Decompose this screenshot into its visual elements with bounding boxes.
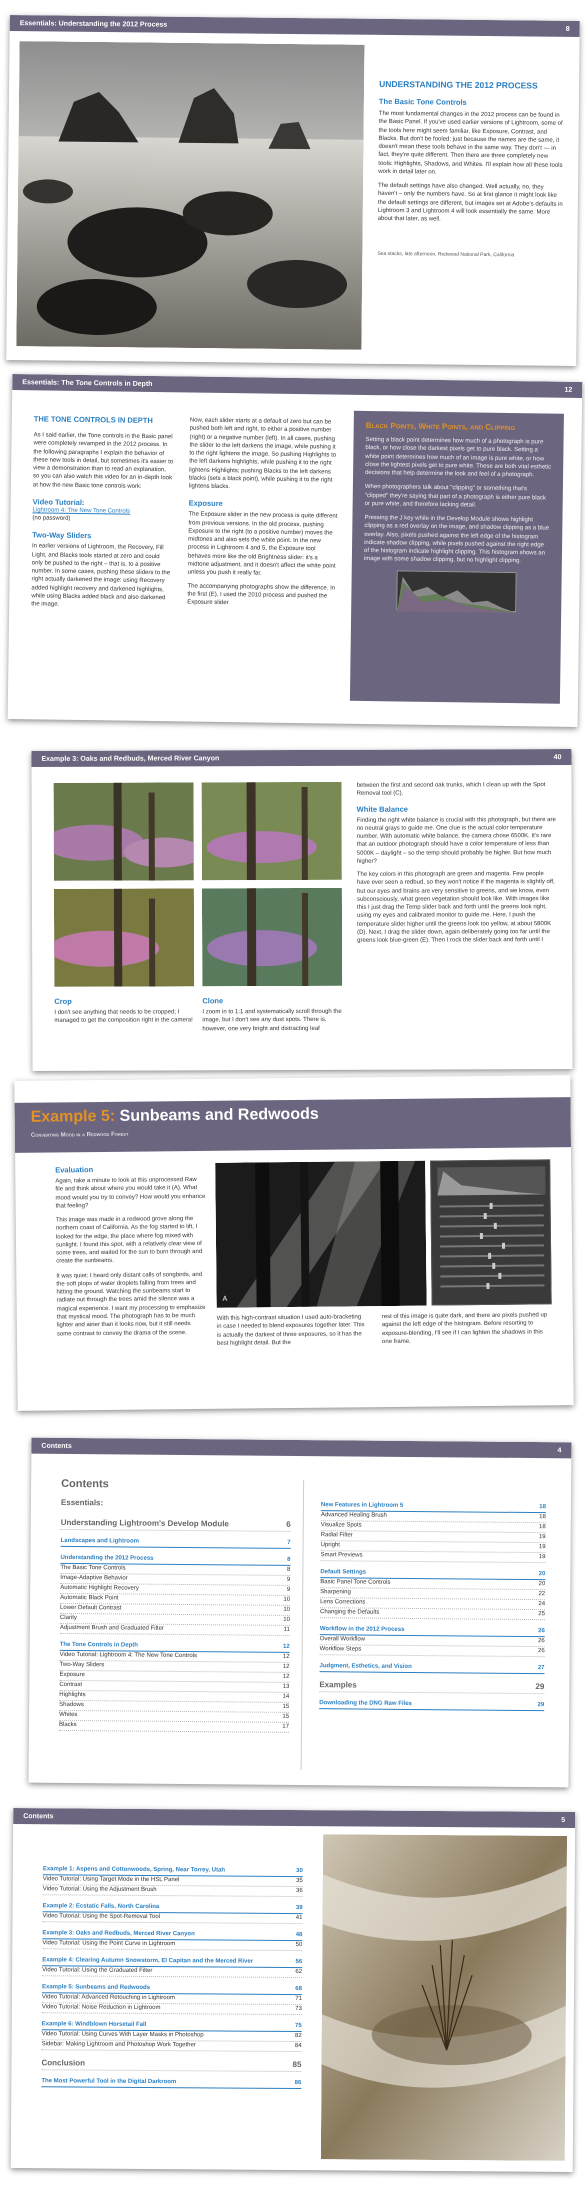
toc-entry-page: 12 (282, 1673, 290, 1680)
subheading: Exposure (188, 498, 223, 509)
paragraph: The default settings have also changed. Well actually, no, they haven't – only the numbers have. So at first glance it might look like the default settings are different, but images set at Adobe's defaults in Lightroom 3 and Lightroom 4 will look essentially the same. More about that later, as well. (377, 183, 563, 223)
toc-entry-page: 29 (535, 1682, 545, 1692)
subheading: Two-Way Sliders (32, 530, 92, 541)
redwoods-photo (215, 1161, 427, 1308)
photo-caption: Sea stacks, late afternoon, Redwood National Park, California (377, 251, 515, 259)
histogram-image (396, 570, 517, 612)
column-left (55, 1164, 207, 1344)
toc-entry[interactable] (41, 2057, 301, 2072)
toc-examples-column (41, 1858, 303, 2089)
paragraph: It was quiet: I heard only distant calls of songbirds, and the soft plops of water droplets falling from trees and hitting the ground. Watching the sunbeams start to radiate out through the trees amid the silence was a magical experience. I want my processing to emphasize that mystical mood. The photograph has to be much lighter and airier than it looks now, but it still needs some contrast to convey the drama of the scene. (56, 1271, 206, 1338)
book-page-tone-controls (8, 374, 583, 727)
body-text: The Exposure slider in the new process is quite different from previous versions. In the old process, pushing Exposure to the right (to a positive number) moves the midtones and also sets the white point. In the new process in Lightroom 4 and 5, the Exposure tool behaves more like the old Brightness slider: it's a midtone adjustment, and it doesn't affect the white point unless you push it really far. (187, 511, 338, 577)
toc-entry-page: 26 (538, 1638, 545, 1645)
toc-entry-page: 19 (538, 1534, 546, 1541)
page-header-bar (10, 15, 580, 37)
toc-entry[interactable] (42, 1912, 302, 1924)
toc-entry-label: Changing the Defaults (319, 1609, 380, 1616)
paragraph: Again, take a minute to look at this unprocessed Raw file and think about where you would take it (A). What mood would you try to convey? How would you enhance that feeling? (55, 1177, 206, 1210)
oaks-photo-c (54, 888, 194, 986)
toc-entry-label: Downloading the DNG Raw Files (319, 1700, 412, 1707)
toc-entry-label: Example 4: Clearing Autumn Snowstorm, El Capitan and the Merced River (42, 1957, 254, 1965)
video-note: (no password) (32, 515, 71, 522)
toc-entry-label: Smart Previews (320, 1552, 363, 1559)
photo-label: A (222, 1295, 228, 1303)
body-text: I zoom in to 1:1 and systematically scroll through the image, but I don't see any dust spots. There is, however, one very bright and distracting leaf (202, 1008, 342, 1032)
toc-entry-page: 18 (539, 1514, 546, 1521)
page-header-title: Contents (23, 1812, 54, 1820)
toc-entry[interactable] (61, 1517, 291, 1532)
subheading: White Balance (356, 804, 408, 814)
page-header-bar (13, 1808, 575, 1828)
page-header-title: Contents (41, 1442, 72, 1450)
toc-entry[interactable] (320, 1608, 545, 1620)
column-divider (301, 1480, 305, 1770)
toc-entry-page: 12 (282, 1643, 290, 1650)
toc-entry[interactable] (60, 1624, 290, 1636)
page-header-bar (31, 749, 571, 767)
toc-entry-page: 9 (286, 1586, 291, 1593)
toc-entry-label: Judgment, Esthetics, and Vision (319, 1663, 412, 1670)
toc-entry-label: Example 1: Aspens and Cottonwoods, Spring, Near Torrey, Utah (42, 1866, 226, 1874)
toc-entry-page: 7 (287, 1539, 291, 1546)
book-page-understanding-2012 (6, 15, 580, 366)
toc-entry-label: Highlights (59, 1691, 86, 1699)
toc-entry-label: Adjustment Brush and Graduated Filter (59, 1624, 164, 1632)
chapter-title-bar (15, 1097, 571, 1153)
develop-panel-screenshot (430, 1159, 552, 1305)
paragraph: Pressing the J key while in the Develop Module shows highlight clipping as a red overlay on the image, and shadow clipping as a blue overlay. Also, pixels pushed against the left edge of the histogram indicate shadow clipping, while pixels pushed against the right edge of the histogram indicate highlight clipping. This histogram shows an image with some shadow clipping, but no highlight clipping. (363, 515, 550, 565)
toc-entry-page: 84 (294, 2043, 302, 2050)
toc-entry-label: Example 3: Oaks and Redbuds, Merced River Canyon (42, 1930, 195, 1938)
toc-entry[interactable] (43, 1885, 303, 1897)
page-number: 8 (565, 25, 570, 33)
body-text: between the first and second oak trunks, which I clean up with the Spot Removal tool (C). (356, 782, 546, 798)
toc-entry-page: 10 (283, 1606, 291, 1613)
toc-entry-page: 9 (286, 1576, 291, 1583)
toc-entry-label: Sidebar: Making Lightroom and Photoshop Work Together (41, 2041, 196, 2049)
page-header-title: Essentials: Understanding the 2012 Process (19, 19, 168, 29)
toc-entry[interactable] (42, 2040, 302, 2052)
toc-entry-page: 36 (295, 1888, 303, 1895)
clipping-sidebar-box (350, 411, 564, 704)
oaks-photo-b (202, 782, 342, 880)
body-text: As I said earlier, the Tone controls in the Basic panel were completely revamped in the 2012 process. In the following paragraphs I explain the behavior of these new tools in detail, but sometimes it's easier to view a demonstration than to read an explanation, so you can also watch this video for an in-depth look at how the new Basic tone controls work: (32, 432, 174, 490)
horsetail-photo (321, 1834, 567, 2161)
toc-entry-page: 15 (282, 1713, 290, 1720)
body-text: The accompanying photographs show the difference. In the first (E), I used the 2010 process and pushed the Exposure slider (187, 583, 336, 607)
toc-entry-page: 11 (283, 1626, 290, 1633)
page-header-title: Essentials: The Tone Controls in Depth (22, 378, 153, 388)
toc-entry[interactable] (41, 2077, 301, 2089)
toc-entry-label: Video Tutorial: Lightroom 4: The New Tone Controls (59, 1651, 198, 1660)
book-page-contents-2 (11, 1808, 575, 2172)
toc-entry-page: 68 (295, 1986, 303, 1993)
body-text: Finding the right white balance is crucial with this photograph, but there are no neutral grays to guide me. One clue is the actual color temperature number. With automatic white balance, the camera chose 6500K. It's rare that an outdoor photograph should have a color temperature of less than 5000K – daylight – so the temp should probably be higher. But how much higher? (356, 816, 556, 865)
toc-entry-page: 73 (295, 2006, 302, 2013)
paragraph: Setting a black point determines how much of a photograph is pure black, or how close the darkest pixels get to pure black. Setting a white point determines how much of an image is pure white, or how close the lightest pixels get to pure white. These are both vital esthetic decisions that help determine the look and feel of a photograph. (365, 436, 552, 479)
page-number: 4 (557, 1446, 562, 1454)
toc-entry-page: 82 (294, 2033, 302, 2040)
body-text: With this high-contrast situation I used auto-bracketing in case I needed to blend exposures together later. This is actually the darkest of three exposures, so it has the best highlight detail. But the (216, 1314, 365, 1347)
toc-entry-page: 15 (282, 1703, 290, 1710)
toc-entry-label: Radial Filter (320, 1532, 353, 1539)
toc-entry[interactable] (42, 2003, 302, 2015)
essentials-heading: Essentials: (60, 1497, 104, 1508)
clone-section (202, 996, 342, 1033)
toc-entry-label: Upright (320, 1542, 340, 1549)
toc-entry-page: 85 (292, 2059, 302, 2070)
intro-sidebar (377, 79, 564, 260)
toc-entry-page: 6 (286, 1519, 291, 1529)
toc-entry-label: Example 5: Sunbeams and Redwoods (41, 1984, 151, 1992)
toc-entry-label: Sharpening (320, 1589, 351, 1596)
video-label: Video Tutorial: (32, 497, 85, 507)
toc-entry-page: 26 (537, 1648, 545, 1655)
toc-entry-label: Automatic Highlight Recovery (60, 1584, 139, 1592)
toc-entry-label: Blacks (58, 1721, 77, 1729)
section-heading: THE TONE CONTROLS IN DEPTH (33, 414, 153, 426)
sea-stacks-photo (16, 41, 364, 350)
toc-entry-page: 18 (539, 1504, 546, 1511)
toc-entry-label: Understanding the 2012 Process (60, 1554, 154, 1562)
paragraph: The most fundamental changes in the 2012 process can be found in the Basic Panel. If you've used earlier versions of Lightroom, some of the tools here might seem familiar, like Exposure, Contrast, and Blacks. But don't be fooled: just because the names are the same, it doesn't mean these tools behave in the same way. They don't — in fact, they're quite different. Then there are three completely new tools: Highlights, Shadows, and Whites. I'll explain how all these tools work in detail later on. (378, 110, 563, 176)
chapter-number: Example 5: (30, 1107, 120, 1126)
toc-entry-page: 12 (282, 1653, 290, 1660)
toc-entry-page: 20 (538, 1581, 546, 1588)
toc-entry-label: Overall Workflow (319, 1636, 366, 1643)
toc-left-column (59, 1510, 291, 1733)
body-text (378, 110, 564, 225)
toc-entry-label: Visualize Spots (320, 1522, 362, 1529)
body-text: rest of this image is quite dark, and there are pixels pushed up against the left edge of the histogram. Before resorting to exposure-blending, I'll see if I can lighten the shadows in this one frame. (381, 1312, 548, 1345)
toc-entry-label: Image-Adaptive Behavior (60, 1574, 128, 1582)
toc-entry[interactable] (319, 1662, 544, 1674)
toc-entry-page: 19 (538, 1554, 546, 1561)
contents-title: Contents (61, 1477, 109, 1491)
toc-entry-label: Lower Default Contrast (60, 1604, 122, 1612)
subheading: The Basic Tone Controls (378, 96, 467, 107)
toc-entry-page: 29 (537, 1702, 545, 1709)
toc-entry-label: Example 6: Windblown Horsetail Fall (41, 2021, 147, 2028)
toc-entry-label: Two-Way Sliders (59, 1661, 105, 1669)
toc-entry-label: Understanding Lightroom's Develop Module (60, 1517, 229, 1529)
toc-entry-label: Workflow Steps (319, 1646, 362, 1653)
toc-entry-label: Contrast (59, 1681, 83, 1689)
toc-entry-page: 10 (283, 1596, 291, 1603)
box-text (364, 436, 552, 566)
paragraph: This image was made in a redwood grove along the northern coast of California. As the fog started to lift, I looked for the edge, the place where fog mixed with sunlight. I found this spot, with a relatively clear view of some trees, and waited for the sun to burn through and create the sunbeams. (55, 1216, 203, 1265)
toc-entry-page: 27 (537, 1665, 545, 1672)
subheading: Crop (54, 996, 72, 1006)
toc-entry-page: 86 (294, 2080, 302, 2087)
toc-entry-page: 12 (282, 1663, 290, 1670)
toc-entry-page: 25 (538, 1611, 546, 1618)
toc-entry[interactable] (320, 1551, 545, 1563)
toc-entry-page: 18 (539, 1524, 546, 1531)
toc-entry-label: Automatic Black Point (60, 1594, 119, 1602)
toc-entry-label: Examples (319, 1680, 357, 1690)
page-header-title: Example 3: Oaks and Redbuds, Merced River Canyon (41, 754, 220, 763)
toc-entry-label: Basic Panel Tone Controls (320, 1579, 391, 1586)
body-text: I don't see anything that needs to be cropped; I managed to get the composition right in the camera! (54, 1009, 193, 1025)
book-page-example-5 (14, 1075, 573, 1411)
toc-entry-label: Video Tutorial: Using the Adjustment Brush (42, 1886, 157, 1894)
toc-right-column (319, 1494, 546, 1711)
body-text: Now, each slider starts at a default of zero but can be pushed both left and right, to either a positive number (right) or a negative number (left). In all cases, pushing the slider to the left darkens the image, while pushing it to the right lightens the image. So pushing Highlights to the left darkens highlights, while pushing it to the right lightens Highlights; pushing Blacks to the left darkens blacks (sets a black point), while pushing it to the right lightens blacks. (188, 417, 337, 491)
crop-section (54, 996, 194, 1025)
toc-entry-label: Advanced Healing Brush (320, 1512, 387, 1519)
toc-entry-page: 24 (538, 1601, 546, 1608)
toc-entry-label: Clarity (59, 1614, 77, 1622)
book-page-example-3 (31, 749, 572, 1071)
toc-entry-label: Video Tutorial: Using the Spot-Removal Tool (42, 1913, 161, 1921)
toc-entry-page: 19 (538, 1544, 546, 1551)
column-right (357, 781, 558, 945)
toc-entry[interactable] (319, 1699, 544, 1711)
toc-entry-label: Conclusion (41, 2058, 86, 2068)
paragraph: When photographers talk about "clipping" or something that's "clipped" they're saying that part of a photograph is either pure black or pure white, and therefore lacking detail. (364, 484, 546, 509)
toc-entry-label: The Most Powerful Tool in the Digital Darkroom (41, 2078, 177, 2086)
toc-entry-label: Shadows (59, 1701, 84, 1709)
page-number: 40 (553, 753, 562, 761)
toc-entry-label: The Basic Tone Controls (60, 1564, 126, 1572)
toc-entry-page: 75 (295, 2023, 302, 2030)
toc-entry-page: 41 (295, 1915, 303, 1922)
toc-entry-label: Video Tutorial: Using the Graduated Filter (42, 1967, 153, 1975)
section-heading: UNDERSTANDING THE 2012 PROCESS (379, 78, 538, 91)
toc-entry[interactable] (320, 1645, 545, 1657)
toc-entry-page: 14 (282, 1693, 290, 1700)
toc-entry-label: Landscapes and Lightroom (60, 1537, 139, 1545)
toc-entry-page: 17 (282, 1723, 290, 1730)
oaks-photo-a (54, 782, 194, 880)
chapter-name: Sunbeams and Redwoods (119, 1105, 319, 1125)
toc-entry-label: Lens Corrections (320, 1599, 366, 1606)
video-tutorial-link[interactable]: Lightroom 4: The New Tone Controls (32, 507, 131, 515)
toc-entry-label: Video Tutorial: Using Target Mode in the HSL Panel (42, 1876, 180, 1884)
toc-entry-label: The Tone Controls in Depth (59, 1641, 138, 1649)
toc-entry-page: 39 (295, 1905, 303, 1912)
page-header-bar (12, 374, 582, 398)
toc-entry-label: Video Tutorial: Advanced Retouching in Lightroom (41, 1994, 175, 2002)
toc-entry-label: Video Tutorial: Using the Point Curve in Lightroom (42, 1940, 176, 1948)
chapter-title (31, 1103, 555, 1126)
page-header-bar (31, 1438, 571, 1459)
toc-entry-label: Video Tutorial: Noise Reduction in Lightroom (41, 2004, 161, 2012)
body-text: The key colors in this photograph are green and magenta. Few people have ever seen a redbud, so they won't notice if the magenta is slightly off, but our eyes and brains are very sensitive to greens, and we know, even subconsciously, what green vegetation should look like. With images like this I just drag the Temp slider back and forth until the greens look right, using my eyes and calibrated monitor to guide me. Here, I push the temperature slider higher until the greens look too yellow, at about 5800K (D). Next, I drag the slider down, again deliberately going too far until the greens look blue-green (E). Then I rock the slider back and forth until I (356, 871, 555, 945)
toc-entry[interactable] (319, 1679, 544, 1694)
book-page-contents-1 (29, 1438, 572, 1788)
toc-entry-page: 48 (295, 1932, 303, 1939)
body-text: In earlier versions of Lightroom, the Recovery, Fill Light, and Blacks tools started at zero and could only be pushed to the right – that is, to a positive number. In some cases, pushing these sliders to the right actually darkened the image: using Recovery added highlight recovery and darkened highlights, while using Blacks added black and also darkened the image. (31, 543, 171, 608)
toc-entry-page: 30 (296, 1868, 303, 1875)
page-number: 5 (561, 1816, 566, 1824)
toc-entry-page: 20 (538, 1571, 546, 1578)
toc-entry-page: 35 (296, 1878, 303, 1885)
toc-entry-page: 22 (538, 1591, 546, 1598)
toc-entry-label: New Features in Lightroom 5 (320, 1502, 404, 1509)
toc-entry[interactable] (42, 1939, 302, 1951)
column-middle (187, 417, 340, 609)
toc-entry-label: Whites (59, 1711, 78, 1719)
toc-entry-page: 62 (295, 1969, 303, 1976)
toc-entry-page: 26 (538, 1628, 545, 1635)
toc-entry-page: 8 (287, 1566, 291, 1573)
toc-entry[interactable] (42, 1966, 302, 1978)
toc-entry[interactable] (59, 1721, 289, 1733)
chapter-subtitle: Converting Mood in a Redwood Forest (30, 1131, 129, 1139)
toc-entry-page: 56 (295, 1959, 303, 1966)
box-heading: Black Points, White Points, and Clipping (365, 420, 516, 433)
body-text (55, 1176, 207, 1338)
toc-entry[interactable] (61, 1537, 291, 1549)
toc-entry-label: Default Settings (320, 1569, 367, 1576)
page-number: 12 (564, 386, 573, 394)
toc-entry-page: 71 (295, 1996, 302, 2003)
subheading: Clone (202, 996, 224, 1006)
column-left (31, 414, 174, 610)
oaks-photo-d (202, 888, 342, 986)
toc-entry-label: Exposure (59, 1671, 85, 1679)
toc-entry-page: 8 (287, 1556, 291, 1563)
toc-entry-page: 50 (295, 1942, 303, 1949)
subheading: Evaluation (55, 1165, 94, 1175)
toc-entry-label: Video Tutorial: Using Curves With Layer Masks in Photoshop (41, 2031, 204, 2039)
toc-entry-page: 10 (283, 1616, 290, 1623)
toc-entry-label: Workflow in the 2012 Process (319, 1626, 405, 1633)
toc-entry-page: 13 (282, 1683, 290, 1690)
toc-entry-label: Example 2: Ecstatic Falls, North Carolina (42, 1903, 160, 1911)
